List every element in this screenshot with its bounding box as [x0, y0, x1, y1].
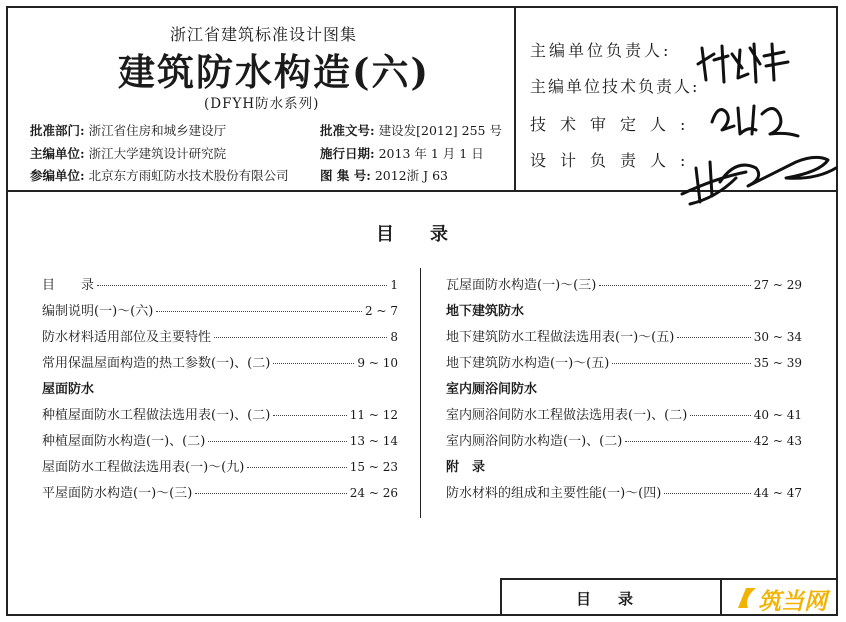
effective-row	[320, 144, 484, 162]
toc-entry-pages: 30 ~ 34	[753, 330, 802, 344]
footer-left-line	[500, 578, 502, 616]
toc-entry-title: 编制说明(一)～(六)	[42, 304, 154, 319]
toc-entry-pages: 2 ~ 7	[365, 304, 398, 318]
toc-entry-pages: 27 ~ 29	[753, 278, 802, 292]
subtitle: (DFYH防水系列)	[204, 96, 320, 112]
approval-no-row	[320, 121, 502, 139]
toc-entry	[42, 300, 398, 318]
signature-design-lead	[676, 138, 846, 210]
dot-leader	[273, 415, 346, 416]
toc-entry-title: 防水材料的组成和主要性能(一)～(四)	[446, 486, 662, 501]
dot-leader	[247, 467, 346, 468]
toc-entry	[446, 404, 802, 422]
editor-value: 浙江大学建筑设计研究院	[88, 146, 227, 161]
title-block-vertical-divider	[514, 6, 516, 192]
toc-heading: 目 录	[376, 224, 448, 245]
toc-entry-title: 目 录	[42, 278, 95, 293]
watermark-logo-icon	[734, 584, 760, 612]
toc-entry-title: 常用保温屋面构造的热工参数(一)、(二)	[42, 356, 271, 371]
toc-entry-title: 种植屋面防水构造(一)、(二)	[42, 434, 206, 449]
dot-leader	[214, 337, 387, 338]
footer-mid-line	[720, 578, 722, 616]
toc-entry-title: 平屋面防水构造(一)～(三)	[42, 486, 193, 501]
toc-entry	[446, 326, 802, 344]
toc-entry-title: 瓦屋面防水构造(一)～(三)	[446, 278, 597, 293]
toc-entry-pages: 8	[390, 330, 398, 344]
atlas-no-row	[320, 166, 448, 184]
footer-top-line	[500, 578, 838, 580]
toc-entry	[42, 352, 398, 370]
dot-leader	[273, 363, 354, 364]
toc-column-divider	[420, 268, 421, 518]
editor-row	[30, 144, 226, 162]
approval-dept-row	[30, 121, 226, 139]
series-title: 浙江省建筑标准设计图集	[170, 25, 358, 44]
toc-entry-pages: 1	[390, 278, 398, 292]
toc-entry-pages: 40 ~ 41	[753, 408, 802, 422]
signature-chief-editor	[688, 34, 798, 90]
toc-entry-pages: 11 ~ 12	[349, 408, 398, 422]
toc-entry	[42, 326, 398, 344]
toc-entry	[42, 274, 398, 292]
toc-entry	[42, 404, 398, 422]
toc-entry-pages: 9 ~ 10	[357, 356, 398, 370]
dot-leader	[664, 493, 750, 494]
dot-leader	[599, 285, 750, 286]
toc-entry	[446, 274, 802, 292]
signature-tech-review	[704, 96, 804, 140]
toc-section-appendix: 附 录	[446, 460, 486, 475]
toc-entry-title: 地下建筑防水工程做法选用表(一)～(五)	[446, 330, 675, 345]
approval-no-value: 建设发[2012] 255 号	[378, 123, 502, 138]
dot-leader	[208, 441, 346, 442]
toc-entry-pages: 24 ~ 26	[349, 486, 398, 500]
participant-value: 北京东方雨虹防水技术股份有限公司	[88, 168, 289, 183]
participant-row	[30, 166, 289, 184]
toc-entry-title: 室内厕浴间防水工程做法选用表(一)、(二)	[446, 408, 688, 423]
effective-label: 施行日期:	[320, 146, 375, 161]
dot-leader	[677, 337, 750, 338]
toc-entry-title: 室内厕浴间防水构造(一)、(二)	[446, 434, 623, 449]
chief-editor-label: 主编单位负责人:	[530, 41, 672, 60]
toc-entry-title: 种植屋面防水工程做法选用表(一)、(二)	[42, 408, 271, 423]
dot-leader	[690, 415, 750, 416]
toc-section-bathroom: 室内厕浴间防水	[446, 382, 538, 397]
toc-entry	[446, 482, 802, 500]
toc-entry-title: 屋面防水工程做法选用表(一)～(九)	[42, 460, 245, 475]
atlas-no-label: 图 集 号:	[320, 168, 371, 183]
design-lead-label: 设计负责人:	[530, 151, 700, 170]
toc-entry	[446, 430, 802, 448]
toc-entry-title: 防水材料适用部位及主要特性	[42, 330, 212, 345]
approval-dept-label: 批准部门:	[30, 123, 85, 138]
footer-sheet-title: 目 录	[576, 590, 640, 608]
toc-entry	[42, 482, 398, 500]
dot-leader	[625, 441, 750, 442]
toc-entry-title: 地下建筑防水构造(一)～(五)	[446, 356, 610, 371]
approval-no-label: 批准文号:	[320, 123, 375, 138]
watermark-text: 筑当网	[758, 589, 827, 615]
approval-dept-value: 浙江省住房和城乡建设厅	[88, 123, 227, 138]
tech-review-label: 技术审定人:	[530, 115, 700, 134]
toc-entry-pages: 13 ~ 14	[349, 434, 398, 448]
chief-tech-label: 主编单位技术负责人:	[530, 77, 700, 96]
toc-entry-pages: 15 ~ 23	[349, 460, 398, 474]
toc-entry	[446, 352, 802, 370]
toc-section-underground: 地下建筑防水	[446, 304, 525, 319]
atlas-no-value: 2012浙 J 63	[374, 168, 448, 183]
toc-entry-pages: 35 ~ 39	[753, 356, 802, 370]
toc-entry-pages: 42 ~ 43	[753, 434, 802, 448]
toc-entry-pages: 44 ~ 47	[753, 486, 802, 500]
participant-label: 参编单位:	[30, 168, 85, 183]
editor-label: 主编单位:	[30, 146, 85, 161]
dot-leader	[97, 285, 387, 286]
toc-section-roof: 屋面防水	[42, 382, 95, 397]
toc-entry	[42, 430, 398, 448]
dot-leader	[612, 363, 750, 364]
toc-entry	[42, 456, 398, 474]
effective-value: 2013 年 1 月 1 日	[378, 146, 484, 161]
dot-leader	[195, 493, 346, 494]
main-title: 建筑防水构造(六)	[118, 50, 431, 94]
dot-leader	[156, 311, 362, 312]
